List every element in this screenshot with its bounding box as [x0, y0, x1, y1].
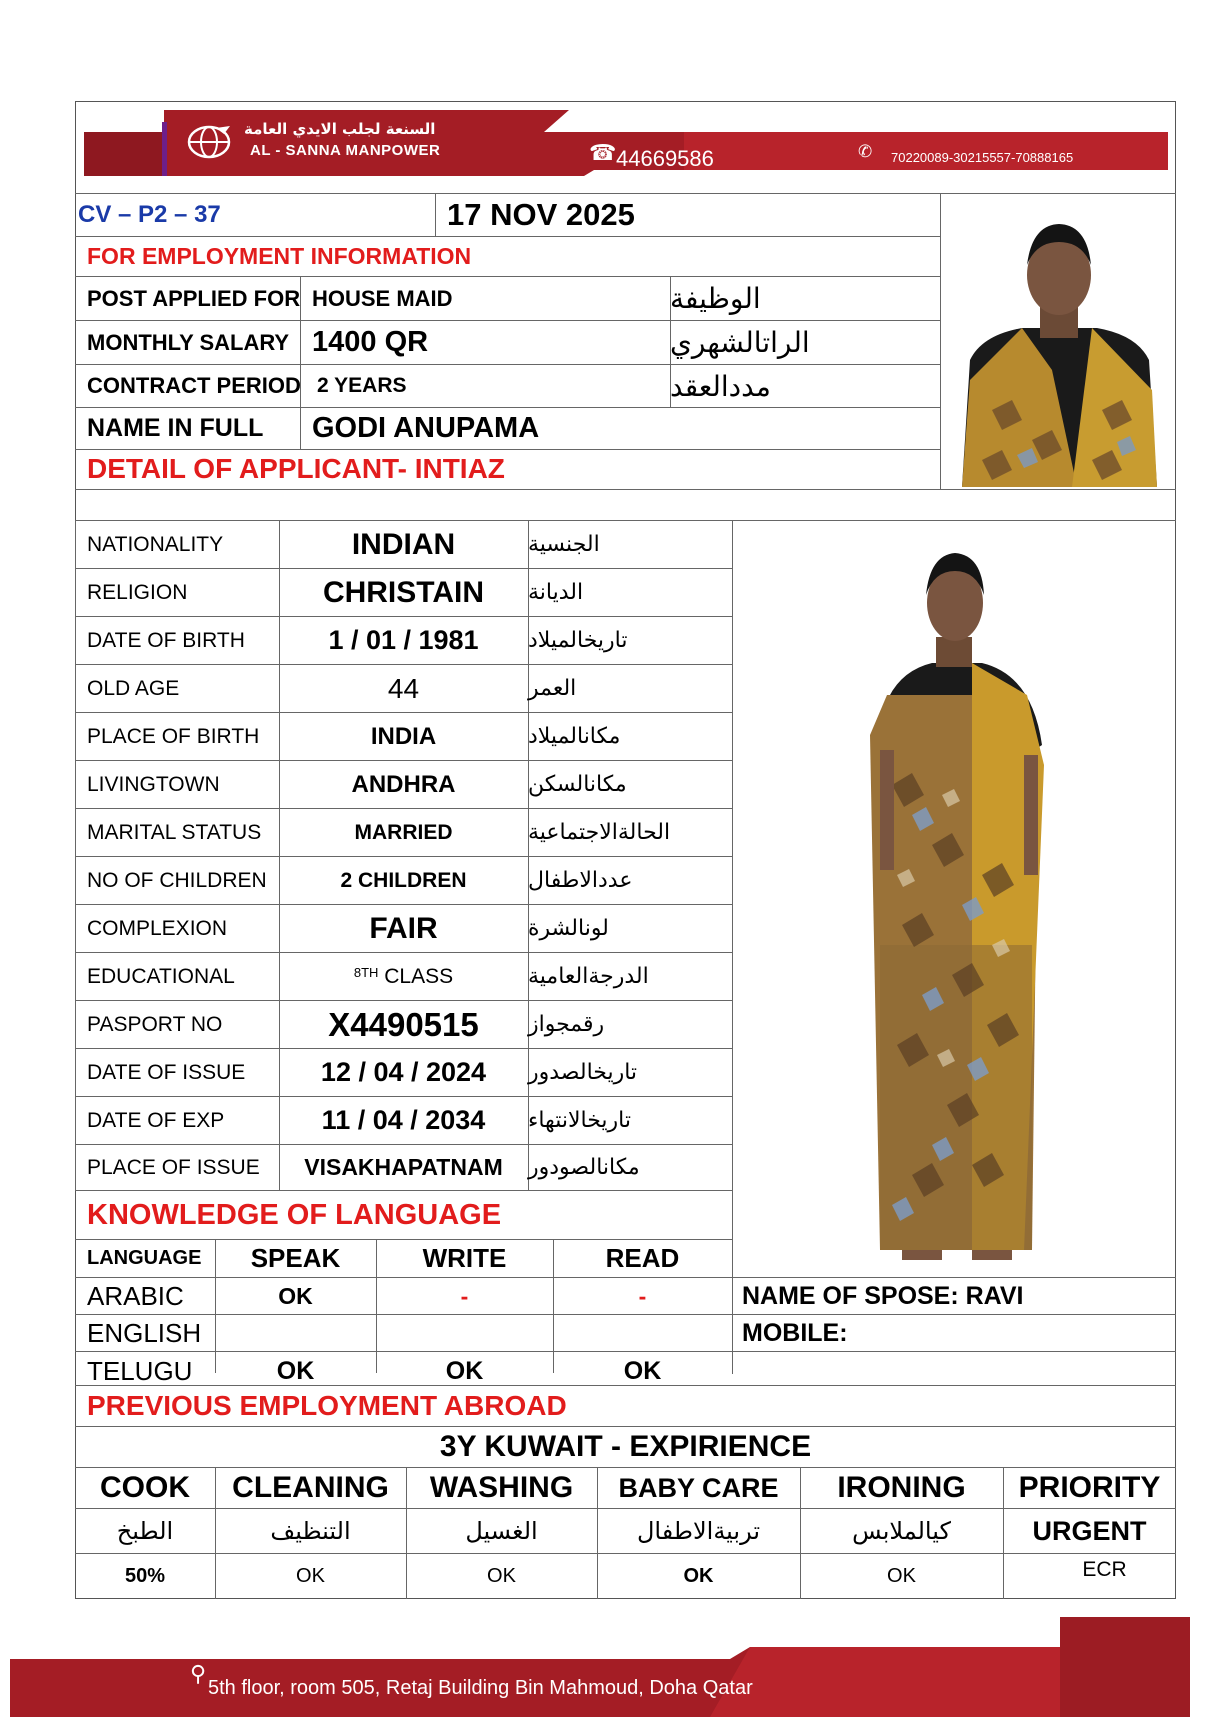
post-value: HOUSE MAID [312, 285, 453, 311]
education-value [279, 953, 528, 1000]
contract-label-ar: مددالعقد [670, 369, 771, 403]
marital-label-ar: الحالةالاجتماعية [528, 820, 671, 845]
lang-english-speak [215, 1315, 376, 1351]
mobile-label: MOBILE: [742, 1318, 848, 1347]
complexion-label-ar: لونالشرة [528, 916, 609, 941]
education-label-ar: الدرجةالعامية [528, 964, 649, 989]
post-label-ar: الوظيفة [670, 282, 761, 315]
dob-label: DATE OF BIRTH [87, 628, 245, 652]
nationality-label-ar: الجنسية [528, 532, 600, 557]
globe-logo-icon [186, 124, 232, 160]
phone-icon: ☎ [589, 140, 617, 165]
children-label-ar: عددالاطفال [528, 868, 633, 893]
skill-cleaning-ar: التنظيف [270, 1517, 351, 1545]
skill-cook-ar: الطبخ [116, 1517, 174, 1545]
issue-date-label-ar: تاريخالصدور [528, 1060, 638, 1085]
skill-washing-ar: الغسيل [465, 1517, 538, 1545]
footer-address: 5th floor, room 505, Retaj Building Bin Mahmoud, Doha Qatar [208, 1677, 753, 1699]
issue-place-label-ar: مكانالصودور [528, 1155, 640, 1180]
lang-telugu-name: TELUGU [87, 1355, 193, 1386]
issue-place-label: PLACE OF ISSUE [87, 1155, 260, 1179]
skill-cleaning-label: CLEANING [232, 1471, 389, 1504]
lang-telugu-read: OK [623, 1356, 662, 1385]
skill-babycare-value: OK [683, 1564, 714, 1587]
passport-label-ar: رقمجواز [528, 1012, 605, 1037]
priority-label: PRIORITY [1018, 1471, 1161, 1504]
livingtown-label-ar: مكانالسكن [528, 772, 627, 797]
age-label-ar: العمر [528, 676, 577, 701]
marital-label: MARITAL STATUS [87, 820, 262, 844]
religion-label-ar: الديانة [528, 580, 584, 605]
nationality-label: NATIONALITY [87, 532, 224, 556]
prev-employment-title: PREVIOUS EMPLOYMENT ABROAD [87, 1390, 567, 1421]
religion-value: CHRISTAIN [322, 575, 485, 609]
issue-date-label: DATE OF ISSUE [87, 1060, 246, 1084]
name-label: NAME IN FULL [87, 414, 264, 442]
employment-title: FOR EMPLOYMENT INFORMATION [87, 242, 472, 269]
age-value: 44 [387, 672, 420, 704]
exp-date-label: DATE OF EXP [87, 1108, 225, 1132]
pob-label-ar: مكانالميلاد [528, 724, 621, 749]
skill-cook-value: 50% [124, 1564, 166, 1587]
skill-babycare-label: BABY CARE [618, 1472, 779, 1503]
marital-value: MARRIED [354, 820, 453, 844]
dob-label-ar: تاريخالميلاد [528, 628, 628, 653]
lang-telugu-speak: OK [276, 1356, 315, 1385]
education-value-sup: 8TH [353, 965, 379, 980]
skill-ironing-label: IRONING [837, 1471, 966, 1504]
issue-date-value: 12 / 04 / 2024 [320, 1057, 487, 1087]
skill-babycare-ar: تربيةالاطفال [636, 1517, 761, 1545]
footer-banner [10, 1617, 1190, 1717]
full-length-photo [852, 545, 1058, 1265]
skill-washing-label: WASHING [429, 1471, 574, 1504]
lang-english-name: ENGLISH [87, 1317, 202, 1348]
dob-value: 1 / 01 / 1981 [328, 625, 479, 655]
skill-washing-value: OK [487, 1564, 516, 1587]
skill-cook-label: COOK [100, 1471, 190, 1504]
livingtown-value: ANDHRA [351, 770, 456, 798]
mobile-icon: ✆ [858, 142, 873, 161]
lang-arabic-name: ARABIC [87, 1280, 184, 1311]
priority-value: URGENT [1032, 1515, 1147, 1546]
cv-date: 17 NOV 2025 [447, 197, 635, 232]
exp-date-value: 11 / 04 / 2034 [321, 1105, 486, 1135]
lang-header-write: WRITE [422, 1243, 507, 1273]
phone-number: 44669586 [616, 146, 714, 171]
location-pin-icon: ⚲ [190, 1661, 207, 1686]
lang-header-speak: SPEAK [250, 1243, 341, 1273]
lang-telugu-write: OK [445, 1356, 484, 1385]
lang-english-read [553, 1315, 732, 1351]
lang-arabic-read: - [638, 1282, 647, 1309]
lang-arabic-write: - [460, 1282, 469, 1309]
salary-value: 1400 QR [312, 326, 429, 358]
passport-label: PASPORT NO [87, 1012, 223, 1036]
company-name-en: AL - SANNA MANPOWER [250, 142, 441, 159]
skill-ironing-value: OK [887, 1564, 916, 1587]
salary-label: MONTHLY SALARY [87, 329, 290, 355]
children-value: 2 CHILDREN [340, 868, 467, 892]
pob-label: PLACE OF BIRTH [87, 724, 260, 748]
cv-number: CV – P2 – 37 [78, 201, 221, 228]
post-label: POST APPLIED FOR [87, 285, 301, 311]
education-value-text: CLASS [378, 964, 454, 988]
language-title: KNOWLEDGE OF LANGUAGE [87, 1198, 502, 1231]
issue-place-value: VISAKHAPATNAM [304, 1154, 503, 1180]
age-label: OLD AGE [87, 676, 180, 700]
name-value: GODI ANUPAMA [312, 412, 540, 444]
experience-summary: 3Y KUWAIT - EXPIRIENCE [439, 1430, 812, 1463]
pob-value: INDIA [370, 722, 437, 750]
applicant-title: DETAIL OF APPLICANT- INTIAZ [87, 453, 505, 484]
livingtown-label: LIVINGTOWN [87, 772, 220, 796]
contract-value: 2 YEARS [317, 374, 407, 397]
lang-english-write [376, 1315, 553, 1351]
salary-label-ar: الراتالشهري [670, 326, 810, 359]
passport-value: X4490515 [328, 1005, 479, 1043]
mobile-numbers: 70220089-30215557-70888165 [891, 150, 1074, 165]
complexion-value: FAIR [369, 911, 438, 945]
children-label: NO OF CHILDREN [87, 868, 267, 892]
lang-header-read: READ [605, 1243, 680, 1273]
skill-cleaning-value: OK [296, 1564, 325, 1587]
spouse-name: NAME OF SPOSE: RAVI [742, 1281, 1024, 1310]
exp-date-label-ar: تاريخالانتهاء [528, 1108, 631, 1133]
skill-ironing-ar: كيالملابس [852, 1517, 951, 1545]
lang-header-language: LANGUAGE [87, 1247, 202, 1269]
education-label: EDUCATIONAL [87, 964, 235, 988]
nationality-value: INDIAN [351, 527, 456, 561]
lang-arabic-speak: OK [278, 1282, 313, 1309]
header-banner [84, 110, 1168, 176]
contract-label: CONTRACT PERIOD [87, 373, 301, 398]
passport-photo [952, 210, 1167, 487]
complexion-label: COMPLEXION [87, 916, 228, 940]
religion-label: RELIGION [87, 580, 188, 604]
priority-code: ECR [1082, 1558, 1127, 1581]
company-name-ar: السنعة لجلب الايدي العامة [244, 120, 436, 138]
